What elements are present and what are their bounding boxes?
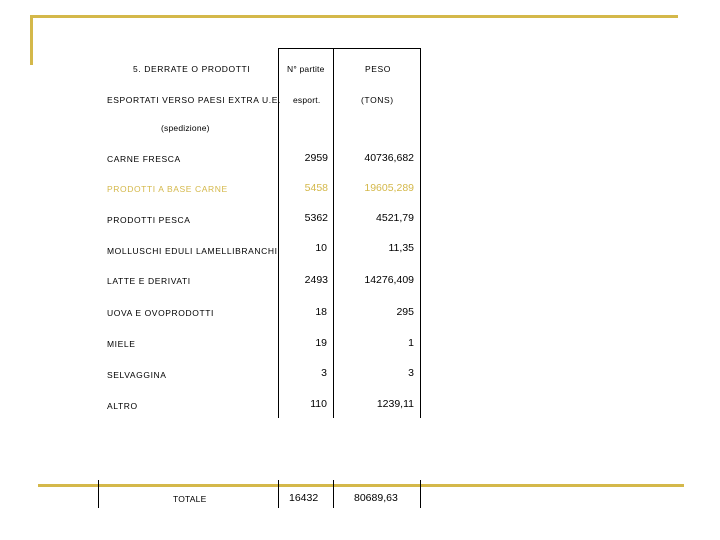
- row-partite: 3: [321, 367, 327, 379]
- left-accent-line: [30, 15, 33, 65]
- row-label: PRODOTTI PESCA: [107, 215, 191, 225]
- table-row: [0, 398, 720, 412]
- header-top-border: [278, 48, 421, 49]
- total-label: TOTALE: [173, 494, 207, 504]
- header-partite-subtitle: esport.: [293, 95, 321, 105]
- table-right-border: [420, 48, 421, 418]
- row-peso: 40736,682: [364, 152, 414, 164]
- row-label: LATTE E DERIVATI: [107, 276, 191, 286]
- row-label: CARNE FRESCA: [107, 154, 181, 164]
- table-right-border-bottom: [420, 480, 421, 508]
- row-peso: 11,35: [388, 242, 414, 254]
- header-partite-title: N° partite: [287, 64, 325, 74]
- header-category-subtitle: ESPORTATI VERSO PAESI EXTRA U.E.: [107, 95, 281, 105]
- row-partite: 5362: [304, 212, 328, 224]
- bottom-accent-line: [38, 484, 684, 487]
- row-peso: 1239,11: [376, 398, 414, 410]
- row-label: UOVA E OVOPRODOTTI: [107, 308, 214, 318]
- total-partite: 16432: [289, 492, 319, 504]
- row-peso: 3: [408, 367, 414, 379]
- table-row: [0, 274, 720, 288]
- row-partite: 2959: [304, 152, 328, 164]
- row-label: MIELE: [107, 339, 136, 349]
- row-peso: 4521,79: [376, 212, 414, 224]
- row-peso: 14276,409: [364, 274, 414, 286]
- total-peso: 80689,63: [354, 492, 398, 504]
- row-partite: 18: [315, 306, 327, 318]
- column-divider-1-bottom: [278, 480, 279, 508]
- table-row: [0, 152, 720, 166]
- row-partite: 5458: [304, 182, 328, 194]
- row-label: PRODOTTI A BASE CARNE: [107, 184, 228, 194]
- row-partite: 2493: [304, 274, 328, 286]
- header-category-title: 5. DERRATE O PRODOTTI: [133, 64, 251, 74]
- row-partite: 19: [315, 337, 327, 349]
- row-label: SELVAGGINA: [107, 370, 167, 380]
- row-peso: 19605,289: [364, 182, 414, 194]
- row-partite: 110: [310, 398, 327, 410]
- table-row: [0, 367, 720, 381]
- table-row: [0, 243, 720, 257]
- table-row: [0, 337, 720, 351]
- table-row: [0, 182, 720, 196]
- row-label: MOLLUSCHI EDULI LAMELLIBRANCHI: [107, 246, 278, 256]
- table-row: [0, 306, 720, 320]
- top-accent-line: [30, 15, 678, 18]
- column-divider-2-bottom: [333, 480, 334, 508]
- header-peso-title: PESO: [365, 64, 392, 74]
- table-row: [0, 212, 720, 226]
- row-peso: 1: [408, 337, 414, 349]
- header-category-note: (spedizione): [161, 123, 210, 133]
- header-peso-unit: (TONS): [361, 95, 394, 105]
- row-label: ALTRO: [107, 401, 138, 411]
- row-peso: 295: [396, 306, 414, 318]
- row-partite: 10: [315, 242, 327, 254]
- table-left-border: [98, 480, 99, 508]
- column-divider-2: [333, 48, 334, 418]
